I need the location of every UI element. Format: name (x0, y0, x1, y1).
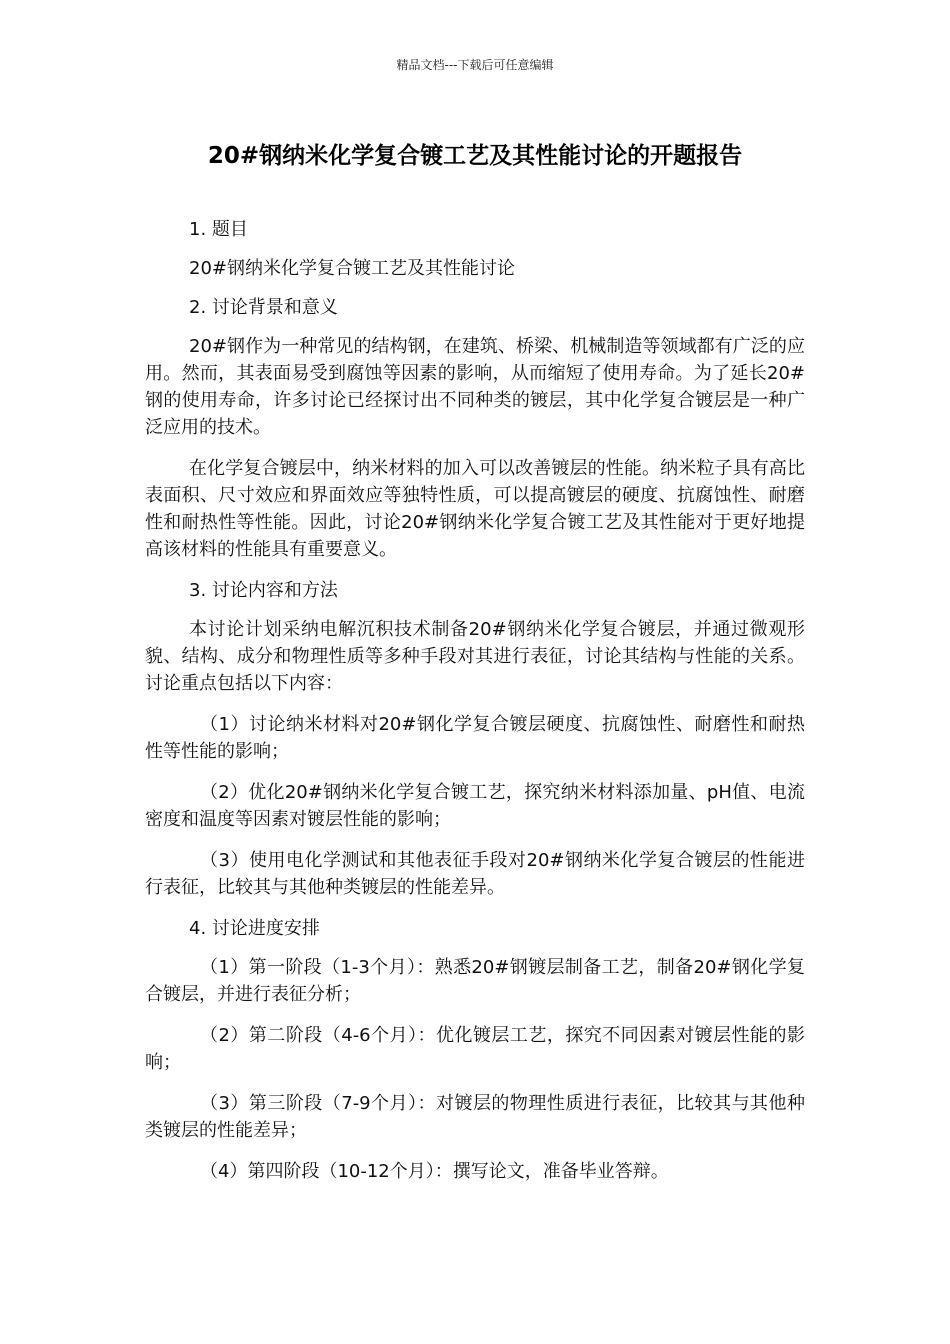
schedule-item-1: （1）第一阶段（1-3个月）：熟悉20#钢镀层制备工艺，制备20#钢化学复合镀层，并进行表征分析； (145, 957, 805, 1005)
document-body (145, 216, 805, 1199)
section-2-heading: 2. 讨论背景和意义 (189, 297, 338, 318)
research-item-2: （2）优化20#钢纳米化学复合镀工艺，探究纳米材料添加量、pH值、电流密度和温度等因素对镀层性能的影响； (145, 782, 805, 830)
schedule-item-3: （3）第三阶段（7-9个月）：对镀层的物理性质进行表征，比较其与其他种类镀层的性能差异； (145, 1093, 805, 1141)
background-paragraph-2: 在化学复合镀层中，纳米材料的加入可以改善镀层的性能。纳米粒子具有高比表面积、尺寸效应和界面效应等独特性质，可以提高镀层的硬度、抗腐蚀性、耐磨性和耐热性等性能。因此，讨论20#钢纳米化学复合镀工艺及其性能对于更好地提高该材料的性能具有重要意义。 (145, 458, 805, 560)
section-1-topic: 20#钢纳米化学复合镀工艺及其性能讨论 (189, 258, 515, 279)
schedule-item-4: （4）第四阶段（10-12个月）：撰写论文，准备毕业答辩。 (200, 1161, 669, 1182)
methods-paragraph: 本讨论计划采纳电解沉积技术制备20#钢纳米化学复合镀层，并通过微观形貌、结构、成分和物理性质等多种手段对其进行表征，讨论其结构与性能的关系。讨论重点包括以下内容： (145, 619, 805, 694)
research-item-3: （3）使用电化学测试和其他表征手段对20#钢纳米化学复合镀层的性能进行表征，比较其与其他种类镀层的性能差异。 (145, 850, 805, 898)
schedule-item-2: （2）第二阶段（4-6个月）：优化镀层工艺，探究不同因素对镀层性能的影响； (145, 1025, 805, 1073)
document-title: 20#钢纳米化学复合镀工艺及其性能讨论的开题报告 (207, 143, 743, 169)
section-3-heading: 3. 讨论内容和方法 (189, 580, 338, 601)
section-1-heading: 1. 题目 (189, 219, 248, 240)
research-item-1: （1）讨论纳米材料对20#钢化学复合镀层硬度、抗腐蚀性、耐磨性和耐热性等性能的影响； (145, 714, 805, 762)
section-4-heading: 4. 讨论进度安排 (189, 918, 320, 939)
background-paragraph-1: 20#钢作为一种常见的结构钢，在建筑、桥梁、机械制造等领域都有广泛的应用。然而，其表面易受到腐蚀等因素的影响，从而缩短了使用寿命。为了延长20#钢的使用寿命，许多讨论已经探讨出不同种类的镀层，其中化学复合镀层是一种广泛应用的技术。 (145, 336, 805, 438)
header-note: 精品文档---下载后可任意编辑 (396, 58, 554, 72)
